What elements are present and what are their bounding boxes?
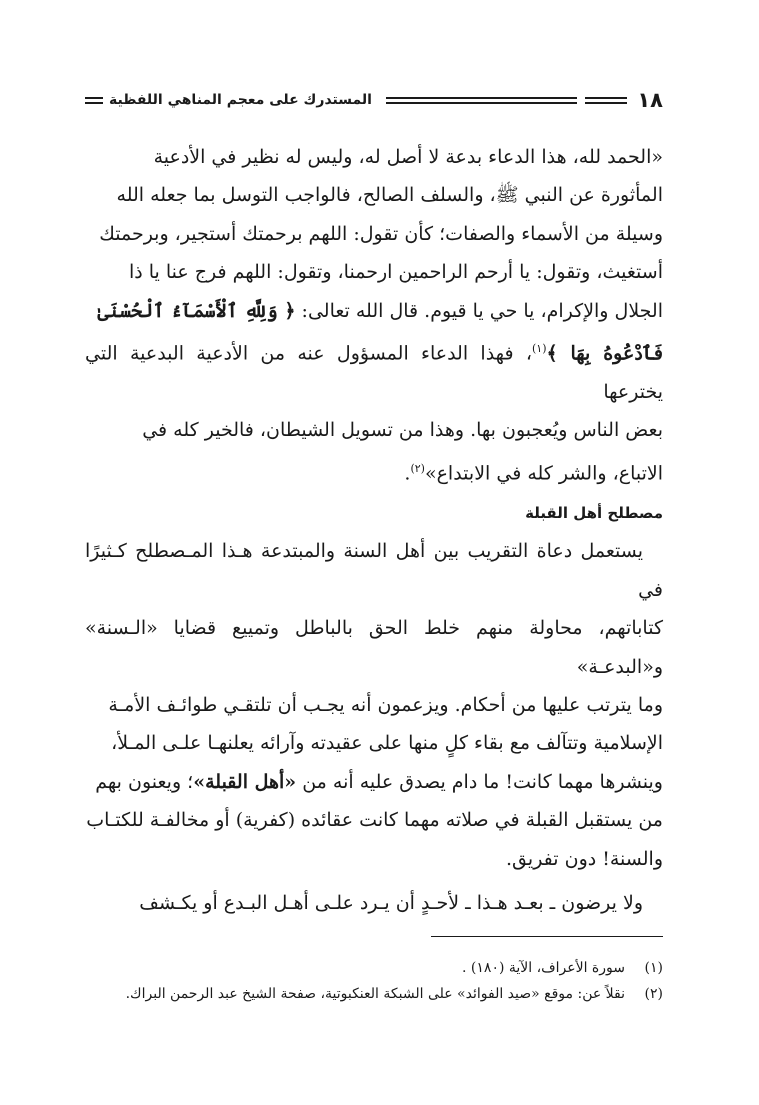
text-line xyxy=(85,292,663,330)
text-line: بعض الناس ويُعجبون بها. وهذا من تسويل الشيطان، فالخير كله في xyxy=(142,419,663,442)
header-rule-middle xyxy=(386,97,577,104)
text-span: ؛ ويعنون بهم xyxy=(95,770,194,793)
text-line: «الحمد لله، هذا الدعاء بدعة لا أصل له، وليس له نظير في الأدعية xyxy=(153,146,663,168)
footnote-divider xyxy=(431,936,663,937)
footnote-ref: (٢) xyxy=(410,461,425,475)
footnote-item xyxy=(85,981,663,1007)
footnote-text: نقلاً عن: موقع «صيد الفوائد» على الشبكة العنكبوتية، صفحة الشيخ عبد الرحمن البراك. xyxy=(125,986,625,1002)
text-line: ولا يرضون ـ بعـد هـذا ـ لأحـدٍ أن يـرد علـى أهـل البـدع أو يكـشف xyxy=(139,891,643,914)
footnotes xyxy=(85,955,663,1007)
text-span: الاتباع، والشر كله في الابتداع» xyxy=(424,461,663,484)
running-title: المستدرك على معجم المناهي اللفظية xyxy=(109,92,372,108)
text-line xyxy=(85,763,663,801)
footnote-number: (٢) xyxy=(644,986,663,1002)
quran-verse: فَٱدْعُوهُ بِهَا ﴾ xyxy=(546,342,663,365)
footnote-ref: (١) xyxy=(531,342,547,356)
text-line: وسيلة من الأسماء والصفات؛ كأن تقول: اللهم برحمتك أستجير، وبرحمتك xyxy=(99,222,663,245)
footnote-text: سورة الأعراف، الآية (١٨٠) . xyxy=(462,960,625,976)
header-rule-left xyxy=(585,97,627,104)
footnote-item xyxy=(85,955,663,981)
text-span: . xyxy=(404,461,411,484)
header-rule-right xyxy=(85,97,103,104)
text-line: يستعمل دعاة التقريب بين أهل السنة والمبتدعة هـذا المـصطلح كـثيرًا في xyxy=(85,540,663,601)
continuation-paragraph xyxy=(85,884,663,922)
text-line xyxy=(85,450,663,493)
text-line: المأثورة عن النبي ﷺ، والسلف الصالح، فالواجب التوسل بما جعله الله xyxy=(116,184,663,207)
footnote-number: (١) xyxy=(644,960,663,976)
text-span: ، فهذا الدعاء المسؤول عنه من الأدعية البدعية التي يخترعها xyxy=(85,342,663,403)
page-header xyxy=(85,86,663,114)
text-line: وما يترتب عليها من أحكام. ويزعمون أنه يجـب أن تلتقـي طوائـف الأمـة xyxy=(108,693,663,716)
quote-paragraph xyxy=(85,138,663,492)
body-text xyxy=(85,138,663,922)
text-line: أستغيث، وتقول: يا أرحم الراحمين ارحمنا، وتقول: اللهم فرج عنا يا ذا xyxy=(128,261,663,284)
text-line: كتاباتهم، محاولة منهم خلط الحق بالباطل وتمييع قضايا «الـسنة» و«البدعـة» xyxy=(85,617,663,678)
quran-verse: ﴿ وَلِلَّهِ ٱلْأَسْمَآءُ ٱلْحُسْنَىٰ xyxy=(97,299,296,322)
text-span: الجلال والإكرام، يا حي يا قيوم. قال الله تعالى: xyxy=(301,299,663,322)
text-line xyxy=(85,330,663,411)
text-line: والسنة! دون تفريق. xyxy=(506,847,663,870)
section-paragraph xyxy=(85,532,663,878)
section-heading: مصطلح أهل القبلة xyxy=(525,504,663,523)
text-line: من يستقبل القبلة في صلاته مهما كانت عقائده (كفرية) أو مخالفـة للكتـاب xyxy=(86,809,663,832)
page-number: ١٨ xyxy=(637,88,663,112)
text-span: وينشرها مهما كانت! ما دام يصدق عليه أنه من xyxy=(302,770,663,793)
bold-term: «أهل القبلة» xyxy=(193,770,297,793)
text-line: الإسلامية وتتآلف مع بقاء كلٍ منها على عقيدته وآرائه يعلنهـا علـى المـلأ، xyxy=(111,732,663,755)
